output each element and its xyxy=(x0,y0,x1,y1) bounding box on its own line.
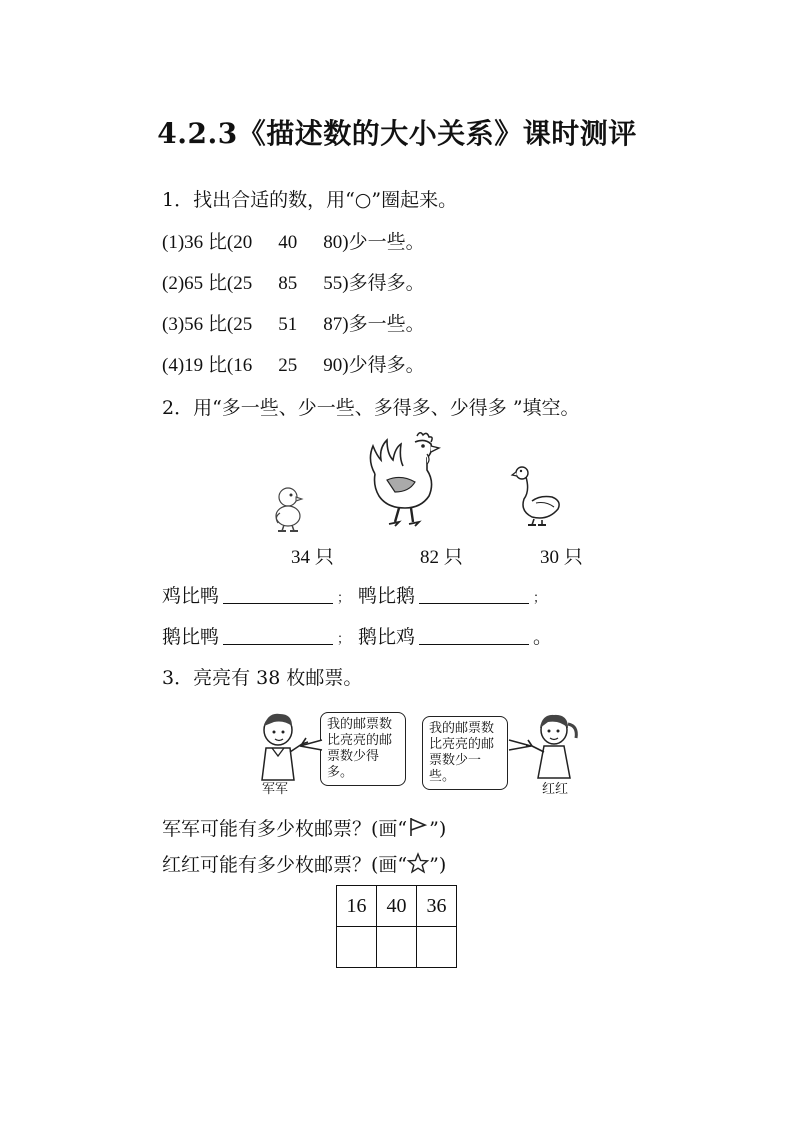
girl-speech-bubble: 我的邮票数 比亮亮的邮 票数少一些。 xyxy=(422,716,508,790)
boy-name: 军军 xyxy=(262,782,289,797)
q1-item-4-suffix: 少得多。 xyxy=(348,354,425,376)
answer-cell[interactable] xyxy=(377,927,417,968)
flag-icon xyxy=(407,816,429,838)
q1-item-4-prefix: (4)19 比(16 xyxy=(162,355,253,376)
q3-prompt: 3．亮亮有 38 枚邮票。 xyxy=(162,667,363,689)
table-row xyxy=(337,886,457,927)
q2-row-1-sep: ； xyxy=(337,591,351,606)
q2-row-2-sep: ； xyxy=(337,632,351,647)
q1-item-2-n2: 85 xyxy=(278,273,298,294)
q3-question-1-text: 军军可能有多少枚邮票？(画“ xyxy=(162,818,408,840)
answer-blank[interactable] xyxy=(223,626,333,645)
q1-item-1-n3: 80) xyxy=(323,232,349,253)
duck-count: 34 只 xyxy=(291,547,334,568)
stamp-table xyxy=(336,885,457,968)
q1-item-3-n3: 87) xyxy=(323,314,349,335)
q1-item-4-n3: 90) xyxy=(323,355,349,376)
duckling-illustration xyxy=(270,485,310,533)
q2-row-1-end: ； xyxy=(533,591,547,606)
q1-item-2-n3: 55) xyxy=(323,273,349,294)
q1-item-2-suffix: 多得多。 xyxy=(348,272,425,294)
q1-item-4-n2: 25 xyxy=(278,355,298,376)
q2-blank-row-2 xyxy=(162,625,552,652)
q2-row-2-right-label: 鹅比鸡 xyxy=(358,626,416,648)
q2-row-2-end: 。 xyxy=(533,626,553,648)
chicken-count: 82 只 xyxy=(420,547,463,568)
q1-prompt: 1．找出合适的数，用“○”圈起来。 xyxy=(162,189,458,211)
table-cell: 36 xyxy=(417,886,457,927)
q1-item-2 xyxy=(162,271,425,296)
q1-item-2-prefix: (2)65 比(25 xyxy=(162,273,253,294)
q3-question-2-close: ”) xyxy=(429,854,447,876)
answer-cell[interactable] xyxy=(417,927,457,968)
q3-question-2 xyxy=(162,852,446,877)
answer-blank[interactable] xyxy=(223,585,333,604)
star-icon xyxy=(407,852,429,874)
goose-illustration xyxy=(512,465,562,527)
q1-item-3 xyxy=(162,312,425,337)
q1-item-3-suffix: 多一些。 xyxy=(348,313,425,335)
q1-item-1 xyxy=(162,230,425,255)
q3-question-1 xyxy=(162,816,446,841)
goose-count: 30 只 xyxy=(540,547,583,568)
q1-item-4 xyxy=(162,353,425,378)
q2-row-1-left-label: 鸡比鸭 xyxy=(162,585,220,607)
girl-illustration xyxy=(524,710,584,786)
q2-blank-row-1 xyxy=(162,584,546,611)
bubble-tail-icon xyxy=(300,738,322,752)
answer-cell[interactable] xyxy=(337,927,377,968)
table-cell: 40 xyxy=(377,886,417,927)
q2-row-1-right-label: 鸭比鹅 xyxy=(358,585,416,607)
q1-item-1-suffix: 少一些。 xyxy=(348,231,425,253)
q3-question-1-close: ”) xyxy=(429,818,447,840)
q2-row-2-left-label: 鹅比鸭 xyxy=(162,626,220,648)
answer-blank[interactable] xyxy=(419,585,529,604)
q1-item-3-prefix: (3)56 比(25 xyxy=(162,314,253,335)
q1-item-3-n2: 51 xyxy=(278,314,298,335)
girl-name: 红红 xyxy=(542,782,569,797)
table-row xyxy=(337,927,457,968)
q2-prompt: 2．用“多一些、少一些、多得多、少得多 ”填空。 xyxy=(162,397,580,419)
q1-item-1-n2: 40 xyxy=(278,232,298,253)
q1-item-1-prefix: (1)36 比(20 xyxy=(162,232,253,253)
q3-question-2-text: 红红可能有多少枚邮票？(画“ xyxy=(162,854,408,876)
page-title: 4.2.3《描述数的大小关系》课时测评 xyxy=(157,117,637,150)
boy-speech-bubble: 我的邮票数 比亮亮的邮 票数少得多。 xyxy=(320,712,406,786)
rooster-illustration xyxy=(365,430,441,528)
answer-blank[interactable] xyxy=(419,626,529,645)
table-cell: 16 xyxy=(337,886,377,927)
